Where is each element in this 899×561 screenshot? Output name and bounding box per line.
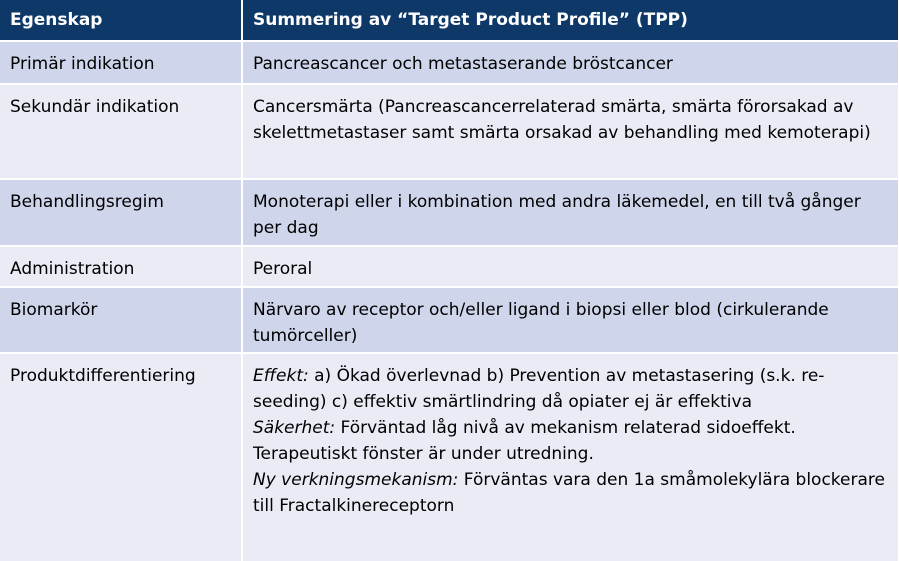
table-row	[0, 179, 898, 246]
row-property: Produktdifferentiering	[0, 353, 242, 561]
header-row	[0, 0, 898, 41]
row-property: Biomarkör	[0, 287, 242, 353]
row-property: Primär indikation	[0, 41, 242, 84]
mechanism-text: Förväntas vara den 1a småmolekylära blockerare till Fractalkinereceptorn	[253, 470, 885, 516]
safety-block	[253, 415, 892, 467]
safety-text: Förväntad låg nivå av mekanism relaterad sidoeffekt. Terapeutiskt fönster är under utredning.	[253, 418, 796, 464]
header-property: Egenskap	[0, 0, 242, 41]
table-row	[0, 287, 898, 353]
mechanism-block	[253, 467, 892, 519]
row-summary: Peroral	[242, 246, 898, 287]
row-property: Administration	[0, 246, 242, 287]
row-property: Behandlingsregim	[0, 179, 242, 246]
row-summary: Närvaro av receptor och/eller ligand i biopsi eller blod (cirkulerande tumörceller)	[242, 287, 898, 353]
header-summary: Summering av “Target Product Profile” (TPP)	[242, 0, 898, 41]
effect-text: a) Ökad överlevnad b) Prevention av metastasering (s.k. re-seeding) c) effektiv smärtlindring då opiater ej är effektiva	[253, 366, 825, 412]
row-property: Sekundär indikation	[0, 84, 242, 179]
safety-label: Säkerhet:	[253, 418, 336, 438]
table-row	[0, 246, 898, 287]
row-summary-differentiation	[242, 353, 898, 561]
row-summary: Cancersmärta (Pancreascancerrelaterad smärta, smärta förorsakad av skelettmetastaser samt smärta orsakad av behandling med kemoterapi)	[242, 84, 898, 179]
table-row	[0, 353, 898, 561]
table-row	[0, 84, 898, 179]
row-summary: Monoterapi eller i kombination med andra läkemedel, en till två gånger per dag	[242, 179, 898, 246]
effect-block	[253, 363, 892, 415]
effect-label: Effekt:	[253, 366, 309, 386]
table-row	[0, 41, 898, 84]
mechanism-label: Ny verkningsmekanism:	[253, 470, 459, 490]
row-summary: Pancreascancer och metastaserande bröstcancer	[242, 41, 898, 84]
